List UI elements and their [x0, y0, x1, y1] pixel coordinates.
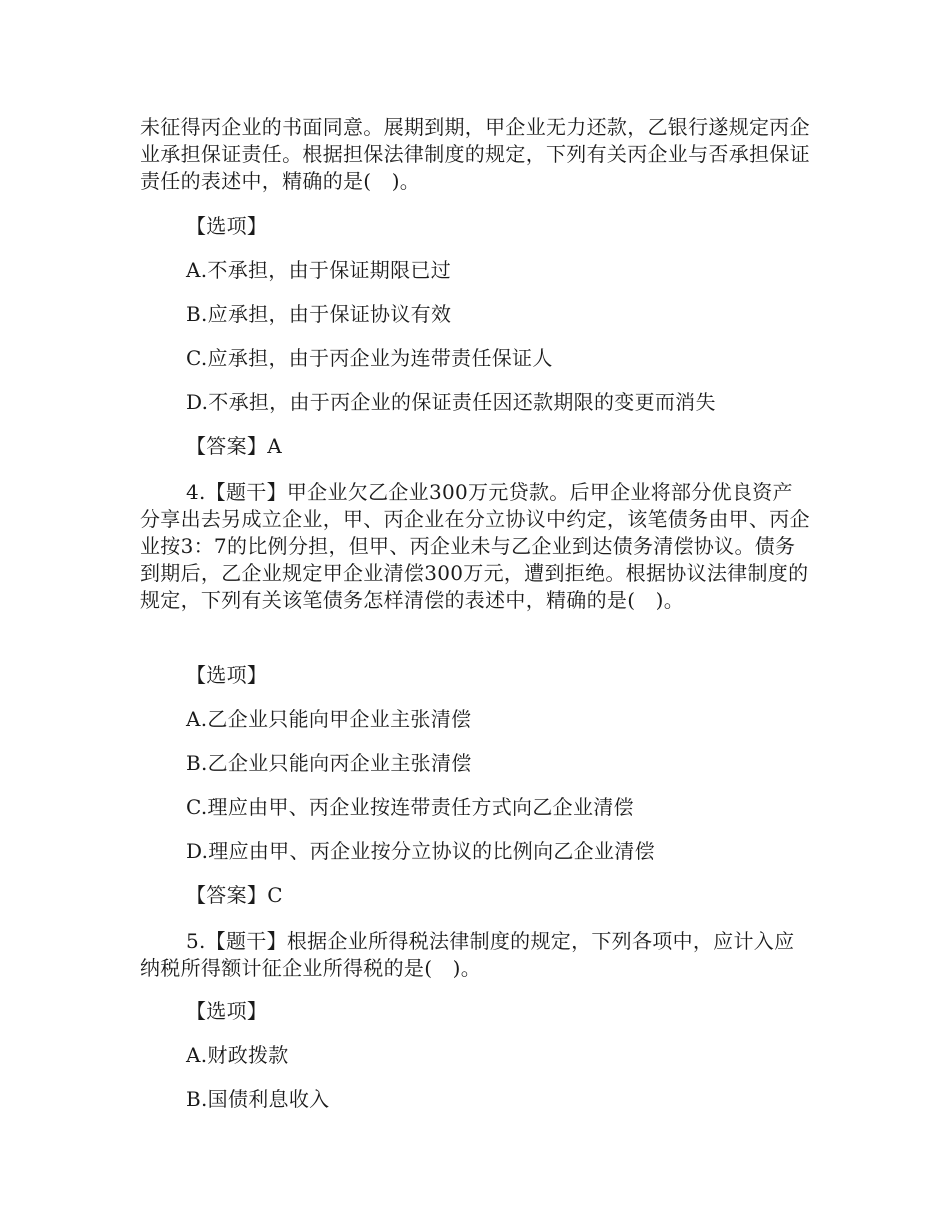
q4-option-b: B.乙企业只能向丙企业主张清偿	[186, 751, 472, 775]
q5-option-a: A.财政拨款	[186, 1043, 289, 1067]
q5-option-b: B.国债利息收入	[186, 1087, 330, 1111]
q4-stem: 4.【题干】甲企业欠乙企业300万元贷款。后甲企业将部分优良资产分享出去另成立企业，甲、丙企业在分立协议中约定，该笔债务由甲、丙企业按3：7的比例分担，但甲、丙企业未与乙企业到达债务清偿协议。债务到期后，乙企业规定甲企业清偿300万元，遭到拒绝。根据协议法律制度的规定，下列有关该笔债务怎样清偿的表述中，精确的是( )。	[140, 480, 810, 612]
q4-option-a: A.乙企业只能向甲企业主张清偿	[186, 707, 472, 731]
q3-option-c: C.应承担，由于丙企业为连带责任保证人	[186, 346, 553, 370]
q4-option-d: D.理应由甲、丙企业按分立协议的比例向乙企业清偿	[186, 839, 655, 863]
q4-options-label: 【选项】	[186, 663, 268, 687]
q3-options-label: 【选项】	[186, 214, 268, 238]
q3-answer: 【答案】A	[186, 434, 282, 458]
q3-option-a: A.不承担，由于保证期限已过	[186, 258, 452, 282]
q3-option-b: B.应承担，由于保证协议有效	[186, 302, 452, 326]
q4-answer: 【答案】C	[186, 883, 283, 907]
q3-option-d: D.不承担，由于丙企业的保证责任因还款期限的变更而消失	[186, 390, 716, 414]
q3-stem-tail: 未征得丙企业的书面同意。展期到期，甲企业无力还款，乙银行遂规定丙企业承担保证责任。根据担保法律制度的规定，下列有关丙企业与否承担保证责任的表述中，精确的是( )。	[140, 115, 810, 193]
q4-option-c: C.理应由甲、丙企业按连带责任方式向乙企业清偿	[186, 795, 634, 819]
q5-options-label: 【选项】	[186, 999, 268, 1023]
q5-stem: 5.【题干】根据企业所得税法律制度的规定，下列各项中，应计入应纳税所得额计征企业所得税的是( )。	[140, 929, 795, 980]
